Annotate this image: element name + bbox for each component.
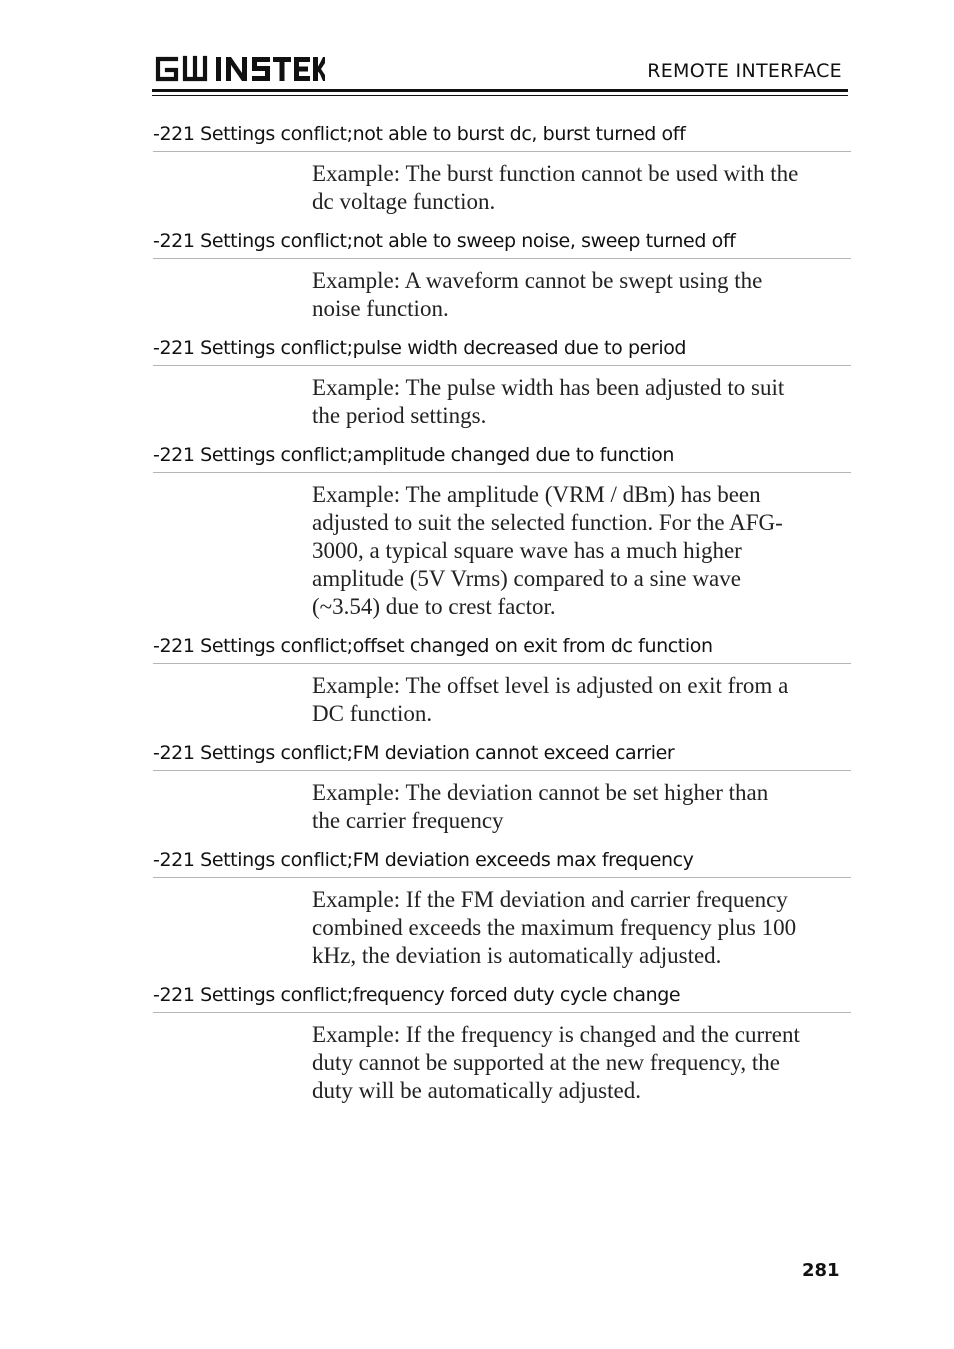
example-line: Example: If the FM deviation and carrier frequency bbox=[312, 887, 788, 912]
error-code-heading: -221 Settings conflict;offset changed on exit from dc function bbox=[153, 633, 851, 664]
header-rule-thick bbox=[152, 89, 848, 92]
error-example-text bbox=[312, 366, 851, 442]
section-title: REMOTE INTERFACE bbox=[647, 60, 842, 82]
example-line: DC function. bbox=[312, 701, 433, 726]
example-line: Example: If the frequency is changed and the current bbox=[312, 1022, 800, 1047]
example-line: Example: The offset level is adjusted on exit from a bbox=[312, 673, 789, 698]
example-line: Example: The deviation cannot be set higher than bbox=[312, 780, 769, 805]
example-line: noise function. bbox=[312, 296, 449, 321]
error-code-heading: -221 Settings conflict;amplitude changed due to function bbox=[153, 442, 851, 473]
example-line: duty cannot be supported at the new frequency, the bbox=[312, 1050, 780, 1075]
error-example-text bbox=[312, 771, 851, 847]
example-line: duty will be automatically adjusted. bbox=[312, 1078, 641, 1103]
example-line: adjusted to suit the selected function. For the AFG- bbox=[312, 510, 783, 535]
error-entry bbox=[153, 335, 851, 442]
error-code-heading: -221 Settings conflict;FM deviation cannot exceed carrier bbox=[153, 740, 851, 771]
example-line: the period settings. bbox=[312, 403, 487, 428]
error-code-heading: -221 Settings conflict;pulse width decreased due to period bbox=[153, 335, 851, 366]
error-code-heading: -221 Settings conflict;FM deviation exceeds max frequency bbox=[153, 847, 851, 878]
error-message-list bbox=[153, 121, 851, 1117]
error-code-heading: -221 Settings conflict;not able to burst dc, burst turned off bbox=[153, 121, 851, 152]
error-entry bbox=[153, 228, 851, 335]
error-example-text bbox=[312, 473, 851, 633]
error-example-text bbox=[312, 664, 851, 740]
example-line: (~3.54) due to crest factor. bbox=[312, 594, 556, 619]
error-example-text bbox=[312, 878, 851, 982]
error-entry bbox=[153, 442, 851, 633]
gw-instek-logo bbox=[153, 54, 325, 84]
error-code-heading: -221 Settings conflict;frequency forced duty cycle change bbox=[153, 982, 851, 1013]
header-rule-thin bbox=[152, 95, 848, 96]
error-entry bbox=[153, 982, 851, 1117]
error-entry bbox=[153, 847, 851, 982]
page-number: 281 bbox=[802, 1260, 840, 1281]
example-line: combined exceeds the maximum frequency plus 100 bbox=[312, 915, 797, 940]
example-line: dc voltage function. bbox=[312, 189, 496, 214]
example-line: Example: The amplitude (VRM / dBm) has been bbox=[312, 482, 761, 507]
error-example-text bbox=[312, 259, 851, 335]
example-line: kHz, the deviation is automatically adjusted. bbox=[312, 943, 722, 968]
error-example-text bbox=[312, 1013, 851, 1117]
error-entry bbox=[153, 633, 851, 740]
error-entry bbox=[153, 121, 851, 228]
example-line: the carrier frequency bbox=[312, 808, 504, 833]
error-entry bbox=[153, 740, 851, 847]
example-line: 3000, a typical square wave has a much higher bbox=[312, 538, 742, 563]
error-example-text bbox=[312, 152, 851, 228]
example-line: Example: The burst function cannot be used with the bbox=[312, 161, 799, 186]
error-code-heading: -221 Settings conflict;not able to sweep noise, sweep turned off bbox=[153, 228, 851, 259]
example-line: Example: A waveform cannot be swept using the bbox=[312, 268, 763, 293]
example-line: amplitude (5V Vrms) compared to a sine wave bbox=[312, 566, 741, 591]
example-line: Example: The pulse width has been adjusted to suit bbox=[312, 375, 785, 400]
